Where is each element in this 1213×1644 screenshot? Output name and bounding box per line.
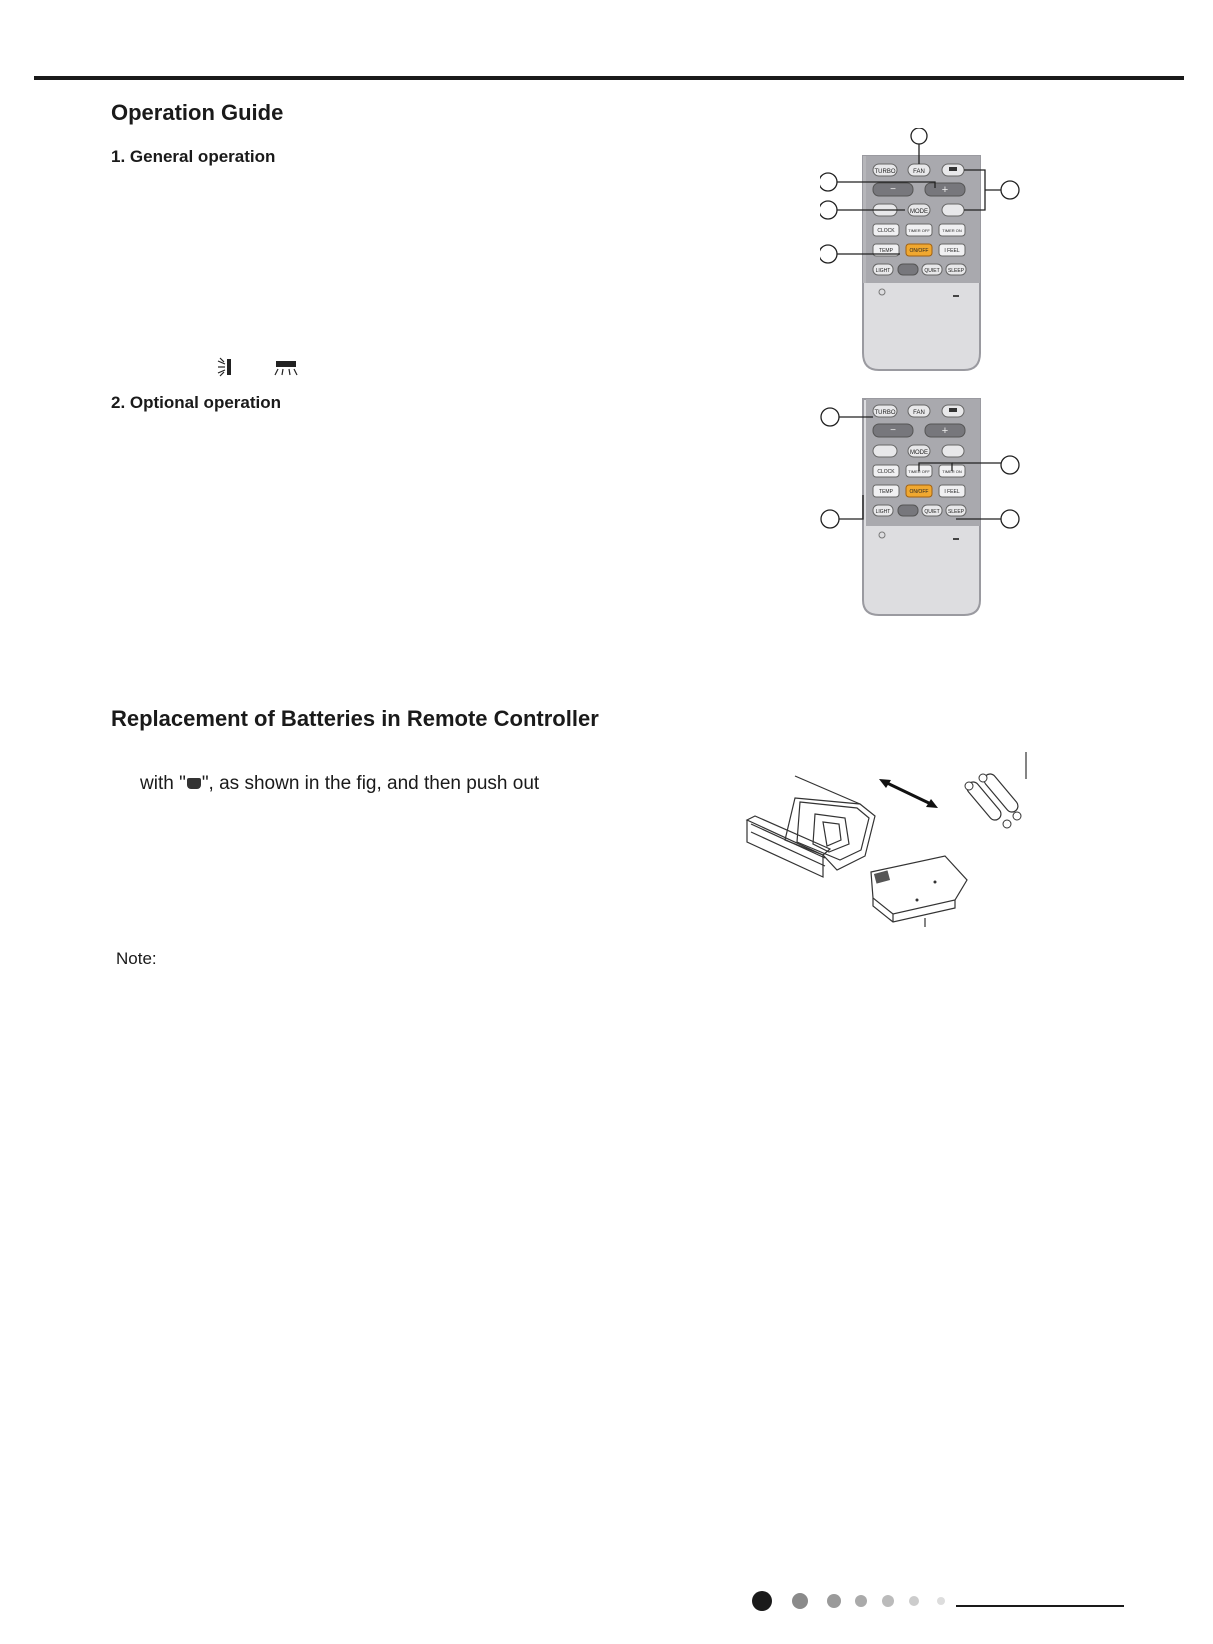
remote1-fan-label: FAN	[913, 169, 925, 175]
remote2-clock-label: CLOCK	[877, 469, 895, 475]
page-dot	[827, 1594, 841, 1608]
remote1-quiet-label: QUIET	[924, 268, 940, 274]
remote2-timeron-label: TIMER ON	[942, 469, 962, 474]
page-dot	[882, 1595, 894, 1607]
remote2-sleep-label: SLEEP	[947, 509, 965, 515]
header-rule	[34, 76, 1184, 80]
remote2-minus-label: −	[890, 425, 896, 436]
cover-marker-icon	[187, 778, 201, 789]
battery-heading: Replacement of Batteries in Remote Controller	[111, 706, 599, 731]
page-dot	[752, 1591, 772, 1611]
airflow-icon	[274, 360, 298, 381]
remote1-minus-label: −	[890, 184, 896, 195]
remote1-turbo-label: TURBO	[874, 169, 896, 175]
remote1-light-label: LIGHT	[875, 268, 891, 274]
remote2-temp-label: TEMP	[879, 489, 893, 495]
section-heading-optional: 2. Optional operation	[111, 393, 282, 412]
remote1-plus-label: +	[941, 184, 949, 196]
note-label: Note:	[116, 949, 157, 968]
swing-icon	[217, 357, 235, 382]
remote2-turbo-label: TURBO	[874, 410, 896, 416]
battery-instruction-line	[140, 773, 539, 795]
remote2-quiet-label: QUIET	[924, 509, 940, 515]
remote2-mode-label: MODE	[910, 450, 928, 456]
page-dot	[909, 1596, 919, 1606]
remote1-ifeel-label: I FEEL	[944, 248, 960, 254]
footer-rule	[956, 1605, 1124, 1607]
remote-diagram-general	[820, 128, 1020, 373]
remote2-fan-label: FAN	[913, 410, 925, 416]
page-dot	[855, 1595, 867, 1607]
remote-diagram-optional	[820, 395, 1020, 620]
battery-replacement-illustration	[745, 752, 1055, 927]
remote1-timeron-label: TIMER ON	[942, 228, 962, 233]
remote1-sleep-label: SLEEP	[947, 268, 965, 274]
section-heading-general: 1. General operation	[111, 147, 276, 166]
remote1-clock-label: CLOCK	[877, 228, 895, 234]
remote2-light-label: LIGHT	[875, 509, 891, 515]
remote1-onoff-label: ON/OFF	[909, 248, 929, 254]
remote2-timeroff-label: TIMER OFF	[908, 469, 930, 474]
battery-line-suffix: ", as shown in the fig, and then push out	[201, 773, 540, 794]
remote1-timeroff-label: TIMER OFF	[908, 228, 930, 233]
battery-line-prefix: with "	[140, 773, 186, 794]
remote1-mode-label: MODE	[910, 209, 928, 215]
remote2-ifeel-label: I FEEL	[944, 489, 960, 495]
remote2-onoff-label: ON/OFF	[909, 489, 929, 495]
page-title: Operation Guide	[111, 100, 284, 125]
page-dot	[792, 1593, 808, 1609]
remote1-temp-label: TEMP	[879, 248, 893, 254]
remote2-plus-label: +	[941, 425, 949, 437]
page-dot	[937, 1597, 945, 1605]
